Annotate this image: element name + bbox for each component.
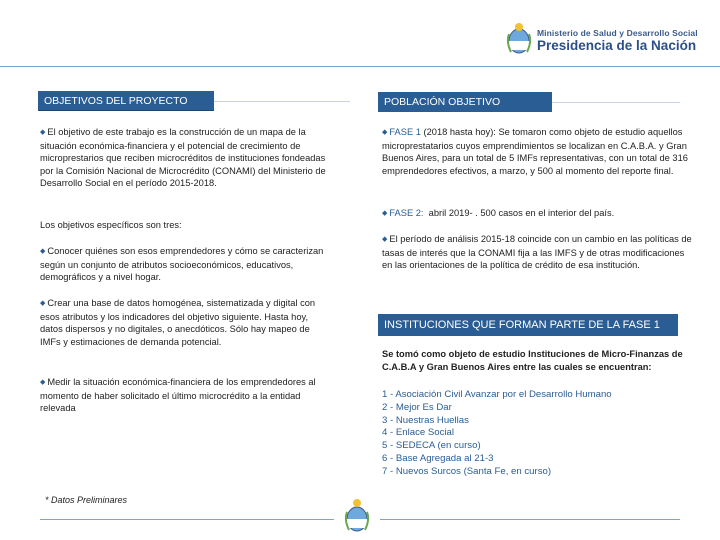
list-item: 6 - Base Agregada al 21-3 [382,452,494,464]
analysis-paragraph [382,233,694,272]
list-item: 3 - Nuestras Huellas [382,414,469,426]
list-item: 5 - SEDECA (en curso) [382,440,481,452]
bullet-icon: ◆ [382,129,388,136]
list-item: 1 - Asociación Civil Avanzar por el Desarrollo Humano [382,389,612,400]
phase1-paragraph [382,126,694,177]
specific-objectives-title: Los objetivos específicos son tres: [40,220,182,230]
objective-item [40,376,330,415]
list-item: 4 - Enlace Social [382,427,454,439]
objective-item-text: Medir la situación económica-financiera de los emprendedores al momento de haber solicitado el último microcrédito a la entidad relevada [40,377,316,414]
objective-item-text: Crear una base de datos homogénea, sistematizada y digital con esos atributos y los indicadores del objetivo siguiente. Hasta hoy, datos dispersos y no digitales, o anecdóticos. Sólo hay mapeo de IMFs y estimaciones de demanda potencial. [40,298,316,347]
institutions-intro: Se tomó como objeto de estudio Instituciones de Micro-Finanzas de C.A.B.A y Gran Buenos Aires entre las cuales se encuentran: [382,349,683,372]
phase2-label: FASE 2: [389,208,424,218]
phase1-text: (2018 hasta hoy): Se tomaron como objeto de estudio aquellos microprestatarios cuyos emprendimientos se localizan en C.A.B.A. y Gran Buenos Aires, para un total de 5 IMFs representativas, con un total de 316 emprendedores efectivos, a marzo, y 500 al momento del reporte final. [382,127,688,176]
bullet-icon: ◆ [40,379,46,386]
footer-coat-of-arms-icon [344,498,370,534]
bullet-icon: ◆ [40,300,46,307]
objective-intro-text: El objetivo de este trabajo es la construcción de un mapa de la situación económica-financiera y el potencial de crecimiento de microprestarios que reciben microcréditos de instituciones fondeadas por la Comisión Nacional de Microcrédito (CONAMI) del Ministerio de Desarrollo Social en el período 2015-2018. [40,127,326,189]
list-item: 2 - Mejor Es Dar [382,401,452,413]
asterisk-icon: * [45,495,52,505]
institutions-heading: INSTITUCIONES QUE FORMAN PARTE DE LA FASE 1 [378,314,678,336]
objective-item [40,245,330,284]
bullet-icon: ◆ [40,129,46,136]
preliminary-note-text: Datos Preliminares [51,495,128,505]
preliminary-note [45,495,127,505]
footer-divider-right [380,519,680,520]
header-divider [0,66,720,67]
objective-intro [40,126,330,190]
objectives-heading-rule [214,101,350,102]
footer-divider-left [40,519,334,520]
population-heading: POBLACIÓN OBJETIVO [378,92,552,112]
bullet-icon: ◆ [382,236,388,243]
population-heading-rule [552,102,680,103]
bullet-icon: ◆ [40,248,46,255]
objective-item-text: Conocer quiénes son esos emprendedores y cómo se caracterizan según un conjunto de atributos socioeconómicos, educativos, demográficos y a nivel hogar. [40,246,324,283]
objective-item [40,297,330,348]
analysis-text: El período de análisis 2015-18 coincide con un cambio en las políticas de tasas de interés que la CONAMI fija a las IMFS y de otras modificaciones en las orientaciones de la política de crédito de esa institución. [382,234,692,271]
phase2-paragraph [382,207,694,221]
ministry-name: Ministerio de Salud y Desarrollo Social [537,28,698,38]
coat-of-arms-icon [506,22,532,56]
bullet-icon: ◆ [382,210,388,217]
phase2-text: abril 2019- . 500 casos en el interior del país. [428,208,615,218]
phase1-label: FASE 1 [389,127,421,137]
institutions-list [382,389,612,479]
objectives-heading: OBJETIVOS DEL PROYECTO [38,91,214,111]
presidency-name: Presidencia de la Nación [537,38,697,53]
list-item: 7 - Nuevos Surcos (Santa Fe, en curso) [382,465,552,477]
